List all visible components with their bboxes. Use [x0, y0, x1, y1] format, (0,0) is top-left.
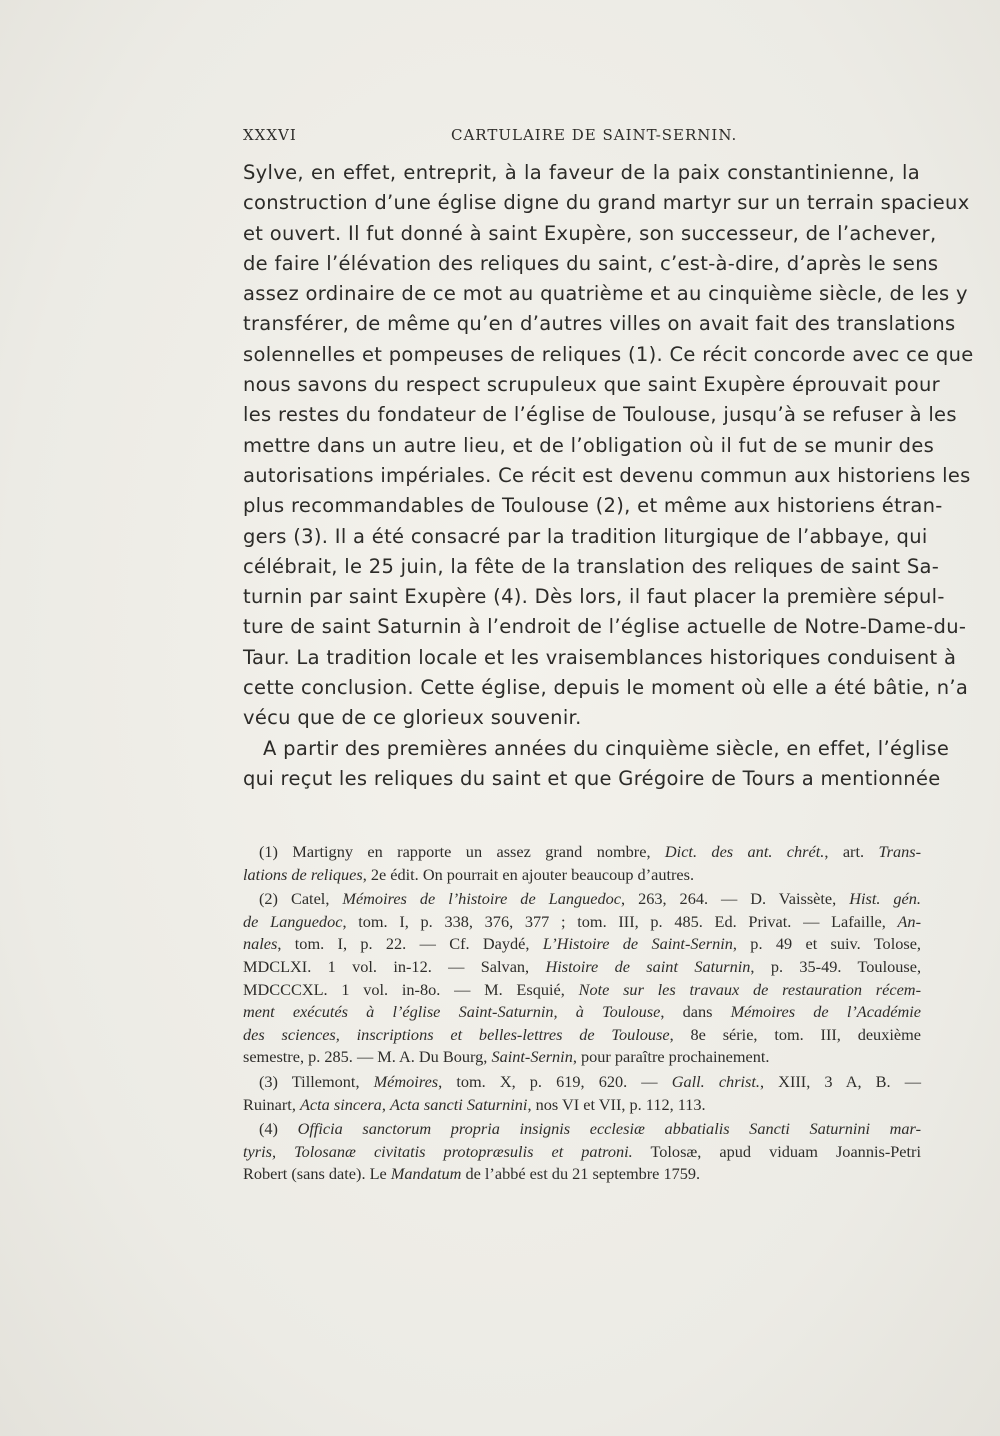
footnote-2 [243, 888, 921, 1069]
footnote-text: , nos VI et VII, p. 112, 113. [527, 1094, 706, 1114]
footnote-italic: Acta sincera [299, 1094, 382, 1114]
footnote-text: semestre, p. 285. — M. A. Du Bourg, [243, 1047, 492, 1067]
footnote-text: , 263, 264. — D. Vaissète, [621, 889, 850, 909]
footnote-text: , p. 49 et suiv. Tolose, [732, 934, 921, 954]
page-header [243, 126, 923, 152]
footnote-italic: Mémoires de l’histoire de Languedoc [342, 889, 622, 909]
body-line: mettre dans un autre lieu, et de l’obligation où il fut de se munir des [243, 433, 935, 457]
footnote-3 [243, 1071, 921, 1116]
footnote-italic: Saint-Sernin [491, 1047, 573, 1067]
footnote-1 [243, 841, 921, 886]
body-line: construction d’une église digne du grand martyr sur un terrain spacieux [243, 191, 970, 215]
body-line: solennelles et pompeuses de reliques (1). Ce récit concorde avec ce que [243, 342, 974, 366]
footnote-italic: lations de reliques [243, 864, 363, 884]
footnote-line [243, 979, 921, 1002]
footnote-line [243, 888, 921, 911]
footnote-line [243, 1163, 921, 1186]
footnote-line [243, 1024, 921, 1047]
page-number: XXXVI [243, 126, 297, 144]
body-line: plus recommandables de Toulouse (2), et même aux historiens étran- [243, 494, 943, 518]
footnote-italic: Mémoires de l’Académie [730, 1002, 921, 1022]
footnote-line [243, 1094, 921, 1117]
footnote-text: , XIII, 3 A, B. — [760, 1071, 921, 1091]
footnote-line [243, 1118, 921, 1141]
footnote-italic: Officia sanctorum propria insignis ecclesiæ abbatialis Sancti Saturnini mar- [297, 1119, 921, 1139]
footnotes [243, 841, 921, 1188]
footnote-line [243, 1141, 921, 1164]
footnote-italic: Trans- [878, 842, 921, 861]
footnote-italic: de Languedoc [243, 911, 343, 931]
body-line: Taur. La tradition locale et les vraisemblances historiques conduisent à [243, 645, 957, 669]
footnote-text: , 2e édit. On pourrait en ajouter beaucoup d’autres. [362, 864, 695, 884]
footnote-text: (1) Martigny en rapporte un assez grand nombre, [259, 842, 665, 861]
footnote-text: MDCCCXL. 1 vol. in-8o. — M. Esquié, [243, 979, 579, 999]
footnote-line [243, 911, 921, 934]
footnote-text: (4) [259, 1119, 298, 1139]
footnote-italic: des sciences, inscriptions et belles-lettres de Toulouse [243, 1024, 670, 1044]
body-line: autorisations impériales. Ce récit est devenu commun aux historiens les [243, 463, 971, 487]
body-text [243, 158, 974, 794]
footnote-line [243, 956, 921, 979]
footnote-italic: An- [897, 911, 921, 931]
body-line: ture de saint Saturnin à l’endroit de l’église actuelle de Notre-Dame-du- [243, 615, 967, 639]
body-line: assez ordinaire de ce mot au quatrième et au cinquième siècle, de les y [243, 282, 968, 306]
footnote-italic: Hist. gén. [849, 889, 921, 909]
footnote-italic: Gall. christ. [671, 1071, 760, 1091]
footnote-line [243, 864, 921, 887]
body-line: et ouvert. Il fut donné à saint Exupère, son successeur, de l’achever, [243, 221, 937, 245]
footnote-italic: L’Histoire de Saint-Sernin [542, 934, 733, 954]
body-line: de faire l’élévation des reliques du saint, c’est-à-dire, d’après le sens [243, 251, 939, 275]
footnote-text: , tom. I, p. 22. — Cf. Daydé, [277, 934, 543, 954]
footnote-text: , tom. I, p. 338, 376, 377 ; tom. III, p. 485. Ed. Privat. — Lafaille, [342, 911, 898, 931]
footnote-italic: Mémoires [373, 1071, 439, 1091]
footnote-italic: Acta sancti Saturnini [389, 1094, 528, 1114]
footnote-text: , art. [824, 842, 879, 861]
footnote-text: (3) Tillemont, [259, 1071, 374, 1091]
footnote-line [243, 1046, 921, 1069]
body-line: nous savons du respect scrupuleux que saint Exupère éprouvait pour [243, 373, 940, 397]
footnote-text: Ruinart, [243, 1094, 300, 1114]
body-line: transférer, de même qu’en d’autres villes on avait fait des translations [243, 312, 956, 336]
footnote-text: Tolosæ, apud viduam Joannis-Petri [632, 1141, 921, 1161]
body-line: cette conclusion. Cette église, depuis le moment où elle a été bâtie, n’a [243, 676, 969, 700]
body-line: gers (3). Il a été consacré par la tradition liturgique de l’abbaye, qui [243, 524, 928, 548]
body-line: les restes du fondateur de l’église de Toulouse, jusqu’à se refuser à les [243, 403, 957, 427]
footnote-italic: Histoire de saint Saturnin [545, 956, 751, 976]
footnote-text: , [381, 1094, 390, 1114]
body-line: vécu que de ce glorieux souvenir. [243, 706, 582, 730]
footnote-italic: tyris, Tolosanæ civitatis protopræsulis et patroni. [243, 1141, 633, 1161]
body-line: A partir des premières années du cinquième siècle, en effet, l’église [263, 736, 950, 760]
footnote-text: de l’abbé est du 21 septembre 1759. [461, 1164, 701, 1184]
footnote-text: , p. 35-49. Toulouse, [750, 956, 922, 976]
body-line: qui reçut les reliques du saint et que Grégoire de Tours a mentionnée [243, 766, 941, 790]
footnote-text: , tom. X, p. 619, 620. — [438, 1071, 672, 1091]
footnote-text: , pour paraître prochainement. [572, 1047, 770, 1067]
footnote-text: MDCLXI. 1 vol. in-12. — Salvan, [243, 956, 546, 976]
footnote-text: , dans [660, 1002, 731, 1022]
footnote-italic: Note sur les travaux de restauration récem- [578, 979, 921, 999]
footnote-line [243, 933, 921, 956]
footnote-italic: Dict. des ant. chrét. [664, 842, 825, 861]
footnote-line [243, 1001, 921, 1024]
footnote-text: (2) Catel, [259, 889, 343, 909]
footnote-line [243, 1071, 921, 1094]
footnote-line [243, 841, 921, 864]
footnote-italic: ment exécutés à l’église Saint-Saturnin, à Toulouse [243, 1002, 661, 1022]
footnote-4 [243, 1118, 921, 1186]
footnote-text: , 8e série, tom. III, deuxième [669, 1024, 921, 1044]
footnote-italic: Mandatum [390, 1164, 462, 1184]
body-line: célébrait, le 25 juin, la fête de la translation des reliques de saint Sa- [243, 554, 940, 578]
body-line: Sylve, en effet, entreprit, à la faveur de la paix constantinienne, la [243, 161, 920, 184]
body-line: turnin par saint Exupère (4). Dès lors, il faut placer la première sépul- [243, 585, 945, 609]
running-title: CARTULAIRE DE SAINT-SERNIN. [451, 126, 738, 144]
footnote-text: Robert (sans date). Le [243, 1164, 391, 1184]
footnote-italic: nales [243, 934, 278, 954]
